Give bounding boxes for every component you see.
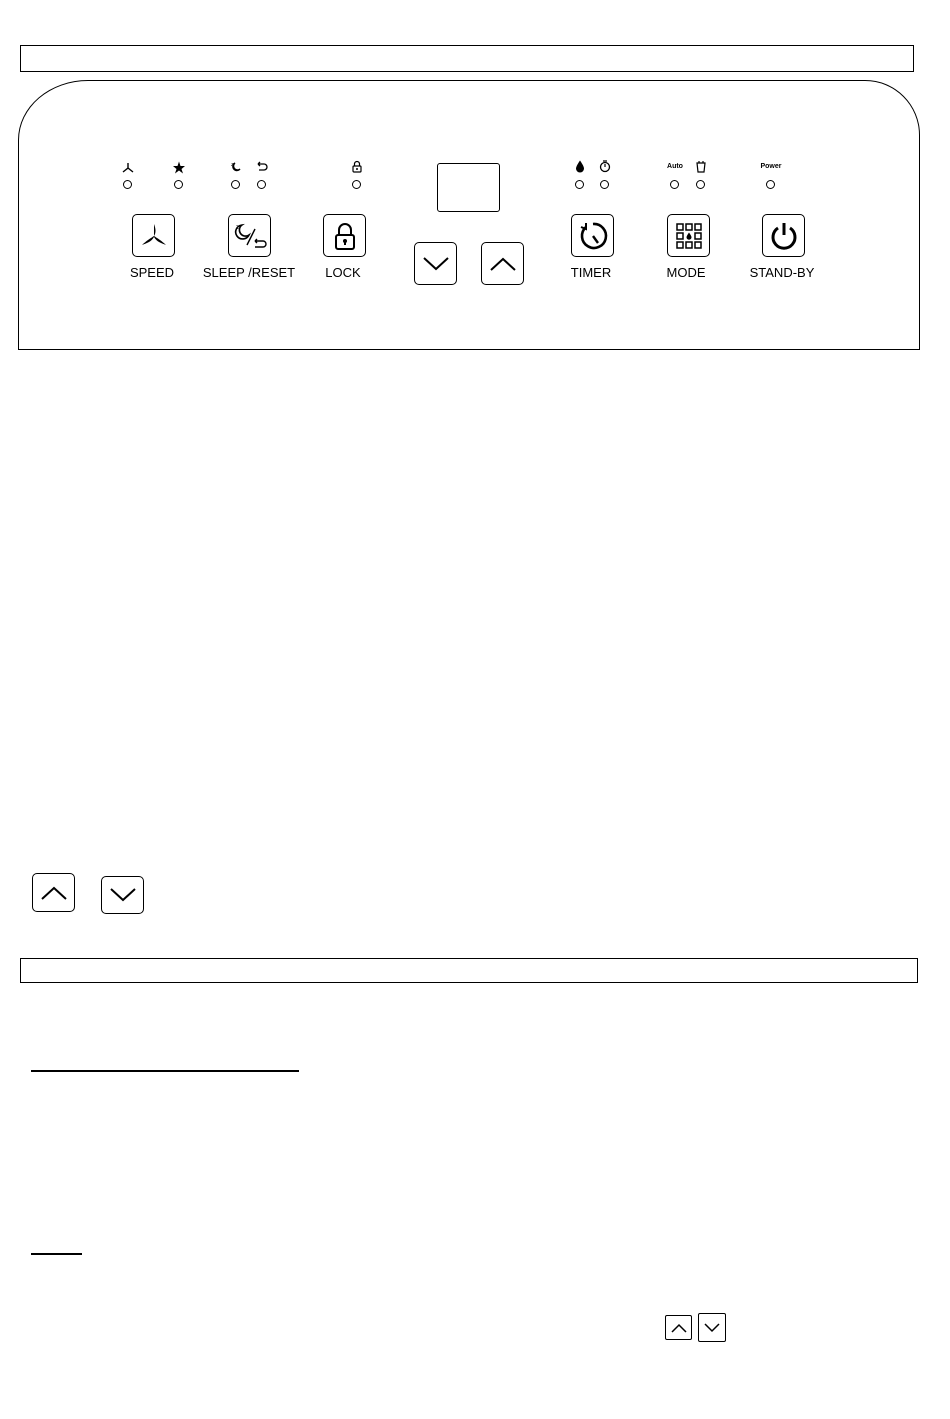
down-arrow-button: [101, 876, 144, 914]
fan-icon: [139, 221, 169, 251]
svg-text:z: z: [231, 162, 234, 168]
water-led: [575, 180, 584, 189]
fan-high-icon: [173, 161, 186, 176]
lock-button[interactable]: [323, 214, 366, 257]
heading-underline: [31, 1070, 299, 1072]
down-button[interactable]: [414, 242, 457, 285]
chevron-up-icon: [39, 883, 69, 903]
up-button[interactable]: [481, 242, 524, 285]
chevron-up-icon: [488, 254, 518, 274]
chevron-down-icon: [108, 885, 138, 905]
speed-button[interactable]: [132, 214, 175, 257]
timer-led: [600, 180, 609, 189]
power-indicator-label: Power: [760, 163, 782, 170]
mode-grid-icon: [675, 222, 703, 250]
mode-label: MODE: [666, 265, 706, 280]
top-title-bar: [20, 45, 914, 72]
inline-down-icon: [698, 1313, 726, 1342]
sleep-reset-label: SLEEP /RESET: [202, 265, 296, 280]
timer-icon: [577, 220, 609, 252]
auto-indicator-label: Auto: [667, 163, 683, 170]
sleep-reset-button[interactable]: [228, 214, 271, 257]
power-led: [766, 180, 775, 189]
inline-up-icon: [665, 1315, 692, 1340]
laundry-led: [696, 180, 705, 189]
auto-led: [670, 180, 679, 189]
digital-display: [437, 163, 500, 212]
standby-button[interactable]: [762, 214, 805, 257]
sleep-led: [231, 180, 240, 189]
water-drop-icon: [575, 160, 585, 175]
up-arrow-button: [32, 873, 75, 912]
chevron-down-icon: [421, 254, 451, 274]
timer-indicator-icon: [599, 160, 611, 175]
sleep-reset-icon: [233, 221, 267, 251]
svg-text:z: z: [235, 223, 239, 231]
lock-led: [352, 180, 361, 189]
sleep-icon: [230, 161, 242, 175]
speed-low-led: [123, 180, 132, 189]
fan-low-icon: [122, 162, 134, 176]
note-underline: [31, 1253, 82, 1255]
power-icon: [768, 220, 800, 252]
lock-indicator-icon: [352, 160, 362, 175]
lock-label: LOCK: [325, 265, 361, 280]
lock-icon: [333, 221, 357, 251]
reset-led: [257, 180, 266, 189]
section-title-bar: [20, 958, 918, 983]
timer-label: TIMER: [570, 265, 612, 280]
reset-icon: [256, 161, 268, 175]
speed-high-led: [174, 180, 183, 189]
laundry-icon: [696, 160, 706, 175]
mode-button[interactable]: [667, 214, 710, 257]
speed-label: SPEED: [129, 265, 175, 280]
timer-button[interactable]: [571, 214, 614, 257]
standby-label: STAND-BY: [749, 265, 815, 280]
